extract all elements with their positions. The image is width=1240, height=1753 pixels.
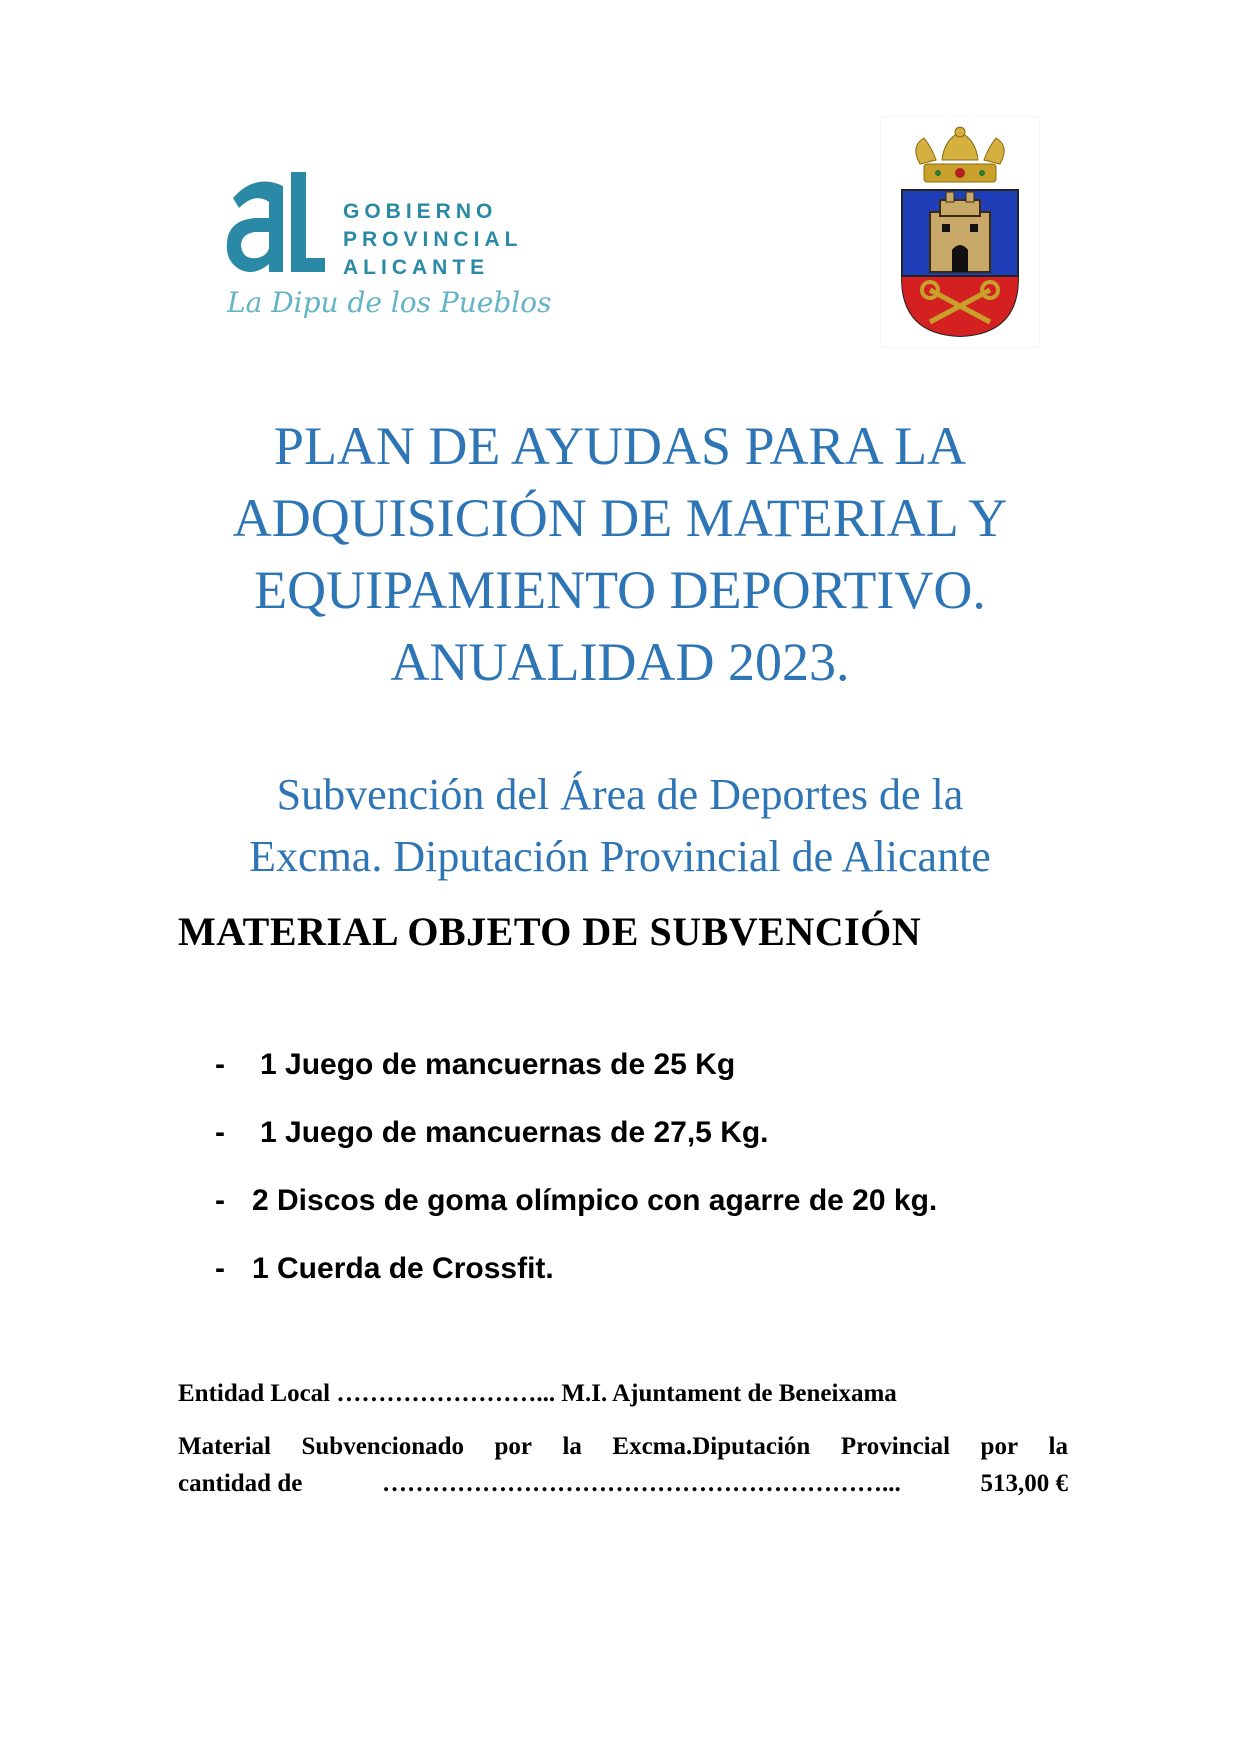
gobierno-provincial-alicante-logo (225, 168, 552, 338)
logo-tagline: La Dipu de los Pueblos (227, 286, 552, 319)
title-line-1: PLAN DE AYUDAS PARA LA (273, 416, 967, 476)
subsidy-word: por (980, 1433, 1019, 1460)
title-line-3: EQUIPAMIENTO DEPORTIVO. (254, 560, 986, 620)
subsidy-label: cantidad de (178, 1470, 303, 1497)
title-line-4: ANUALIDAD 2023. (390, 632, 850, 692)
logo-line-3: ALICANTE (343, 256, 490, 279)
subsidy-word: por (494, 1433, 533, 1460)
subsidy-line-2 (178, 1470, 1068, 1498)
subsidy-word: la (1048, 1433, 1068, 1460)
subsidy-dots: ……………………………………………………... (382, 1470, 901, 1497)
coat-of-arms-image (880, 116, 1040, 348)
logo-line-2: PROVINCIAL (343, 228, 523, 251)
subsidy-word: Subvencionado (301, 1433, 465, 1460)
list-dash: - (215, 1116, 225, 1149)
subtitle-line-1: Subvención del Área de Deportes de la (276, 770, 964, 819)
subtitle-line-2: Excma. Diputación Provincial de Alicante (249, 832, 991, 881)
coat-of-arms-icon (880, 116, 1040, 348)
material-heading: MATERIAL OBJETO DE SUBVENCIÓN (178, 909, 922, 954)
list-dash: - (215, 1184, 225, 1217)
list-item-text: 1 Juego de mancuernas de 25 Kg (260, 1048, 736, 1081)
list-item-text: 1 Cuerda de Crossfit. (252, 1252, 554, 1285)
list-item-text: 2 Discos de goma olímpico con agarre de 20 kg. (252, 1184, 938, 1217)
list-item-text: 1 Juego de mancuernas de 27,5 Kg. (260, 1116, 769, 1149)
al-monogram-icon (225, 168, 335, 278)
subsidy-word: Excma.Diputación (612, 1433, 811, 1460)
logo-line-1: GOBIERNO (343, 200, 498, 223)
subsidy-word: la (562, 1433, 582, 1460)
list-dash: - (215, 1252, 225, 1285)
subsidy-word: Material (178, 1433, 272, 1460)
subsidy-word: Provincial (840, 1433, 951, 1460)
subsidy-line-1 (178, 1433, 1068, 1461)
title-line-2: ADQUISICIÓN DE MATERIAL Y (232, 488, 1008, 548)
list-dash: - (215, 1048, 225, 1081)
subsidy-amount: 513,00 € (980, 1470, 1068, 1497)
entity-local-line: Entidad Local ……………………... M.I. Ajuntament de Beneixama (178, 1380, 897, 1407)
